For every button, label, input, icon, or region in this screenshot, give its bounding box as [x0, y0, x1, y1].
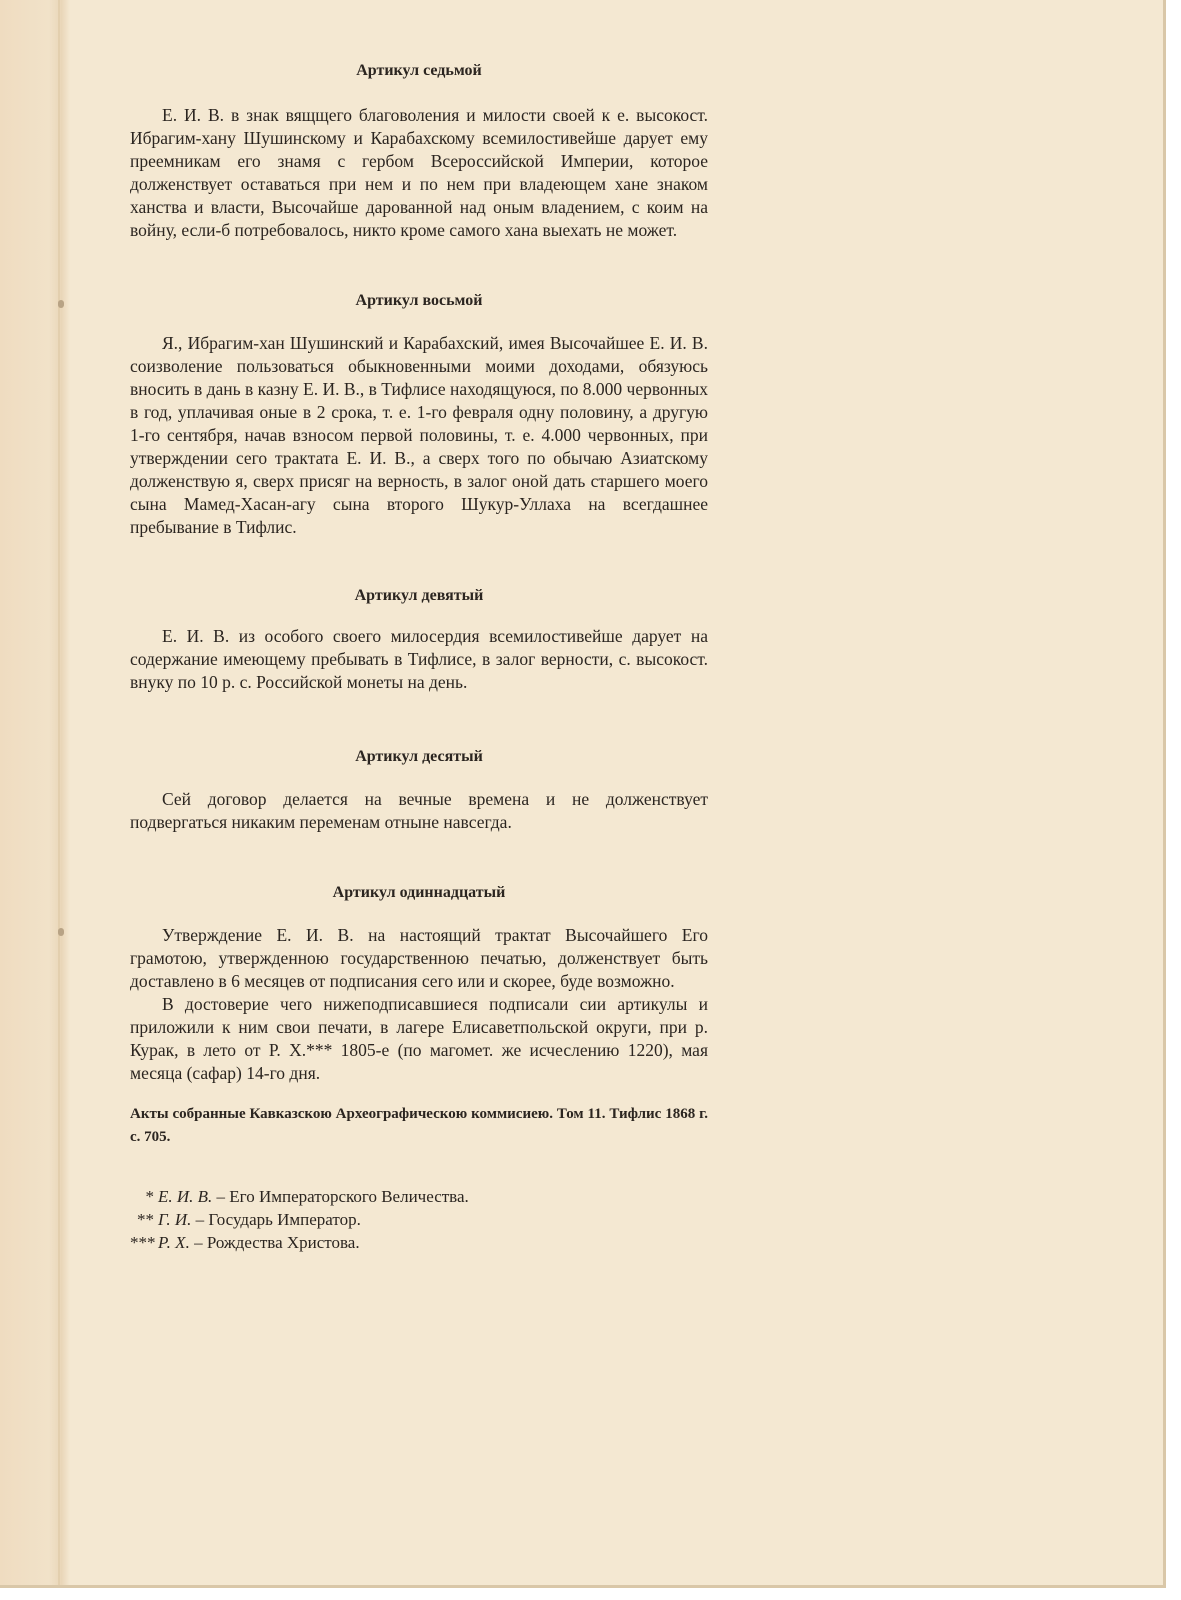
footnote-item [130, 1231, 708, 1254]
article-11-text-2: В достоверие чего нижеподписавшиеся подписали сии артикулы и приложили к ним свои печати, в лагере Елисаветпольской округи, при р. Курак, в лето от Р. Х.*** 1805-е (по магомет. же исчеслению 1220), мая месяца (сафар) 14-го дня. [130, 994, 708, 1083]
footnote-mark: *** [130, 1233, 156, 1252]
footnote-mark: ** [137, 1210, 154, 1229]
document-body [130, 58, 708, 1254]
staple-mark [58, 928, 64, 936]
footnotes [130, 1185, 708, 1254]
footnote-text: – Государь Император. [191, 1210, 361, 1229]
source-citation: Акты собранные Кавказскою Археографическою коммисиею. Том 11. Тифлис 1868 г. с. 705. [130, 1106, 708, 1145]
footnote-abbr: Е. И. В. [158, 1187, 213, 1206]
article-11-heading: Артикул одиннадцатый [332, 884, 506, 901]
article-9-text: Е. И. В. из особого своего милосердия всемилостивейше дарует на содержание имеющему пребывать в Тифлисе, в залог верности, с. высокост. внуку по 10 р. с. Российской монеты на день. [130, 626, 708, 692]
footnote-mark: * [145, 1187, 154, 1206]
page-edge-right [1163, 0, 1166, 1588]
article-8-text: Я., Ибрагим-хан Шушинский и Карабахский, имея Высочайшее Е. И. В. соизволение пользоваться обыкновенными моими доходами, обязуюсь вносить в дань в казну Е. И. В., в Тифлисе находящуюся, по 8.000 червонных в год, уплачивая оные в 2 срока, т. е. 1-го февраля одну половину, а другую 1-го сентября, начав взносом первой половины, т. е. 4.000 червонных, при утверждении сего трактата Е. И. В., а сверх того по обычаю Азиатскому долженствую я, сверх присяг на верность, в залог оной дать старшего моего сына Мамед-Хасан-агу сына второго Шукур-Уллаха на всегдашнее пребывание в Тифлис. [130, 333, 709, 537]
article-10-heading: Артикул десятый [355, 748, 483, 765]
footnote-abbr: Р. Х. [158, 1233, 190, 1252]
footnote-text: – Его Императорского Величества. [212, 1187, 469, 1206]
staple-mark [58, 300, 64, 308]
binding-crease [58, 0, 60, 1588]
article-7-heading: Артикул седьмой [356, 62, 482, 79]
footnote-text: – Рождества Христова. [189, 1233, 360, 1252]
footnote-abbr: Г. И. [158, 1210, 192, 1229]
article-11-text-1: Утверждение Е. И. В. на настоящий трактат Высочайшего Его грамотою, утвержденною государственною печатью, долженствует быть доставлено в 6 месяцев от подписания сего или и скорее, буде возможно. [130, 925, 708, 991]
article-9-heading: Артикул девятый [354, 587, 484, 604]
page-edge-bottom [0, 1585, 1166, 1588]
footnote-item [130, 1208, 708, 1231]
article-8-heading: Артикул восьмой [355, 292, 483, 309]
footnote-item [130, 1185, 708, 1208]
article-10-text: Сей договор делается на вечные времена и не долженствует подвергаться никаким переменам отныне навсегда. [130, 789, 708, 832]
article-7-text: Е. И. В. в знак вящщего благоволения и милости своей к е. высокост. Ибрагим-хану Шушинскому и Карабахскому всемилостивейше дарует ему преемникам его знамя с гербом Всероссийской Империи, которое долженствует оставаться при нем и по нем при владеющем хане знаком ханства и власти, Высочайше дарованной над оным владением, с коим на войну, если-б потребовалось, никто кроме самого хана выехать не может. [130, 105, 708, 240]
